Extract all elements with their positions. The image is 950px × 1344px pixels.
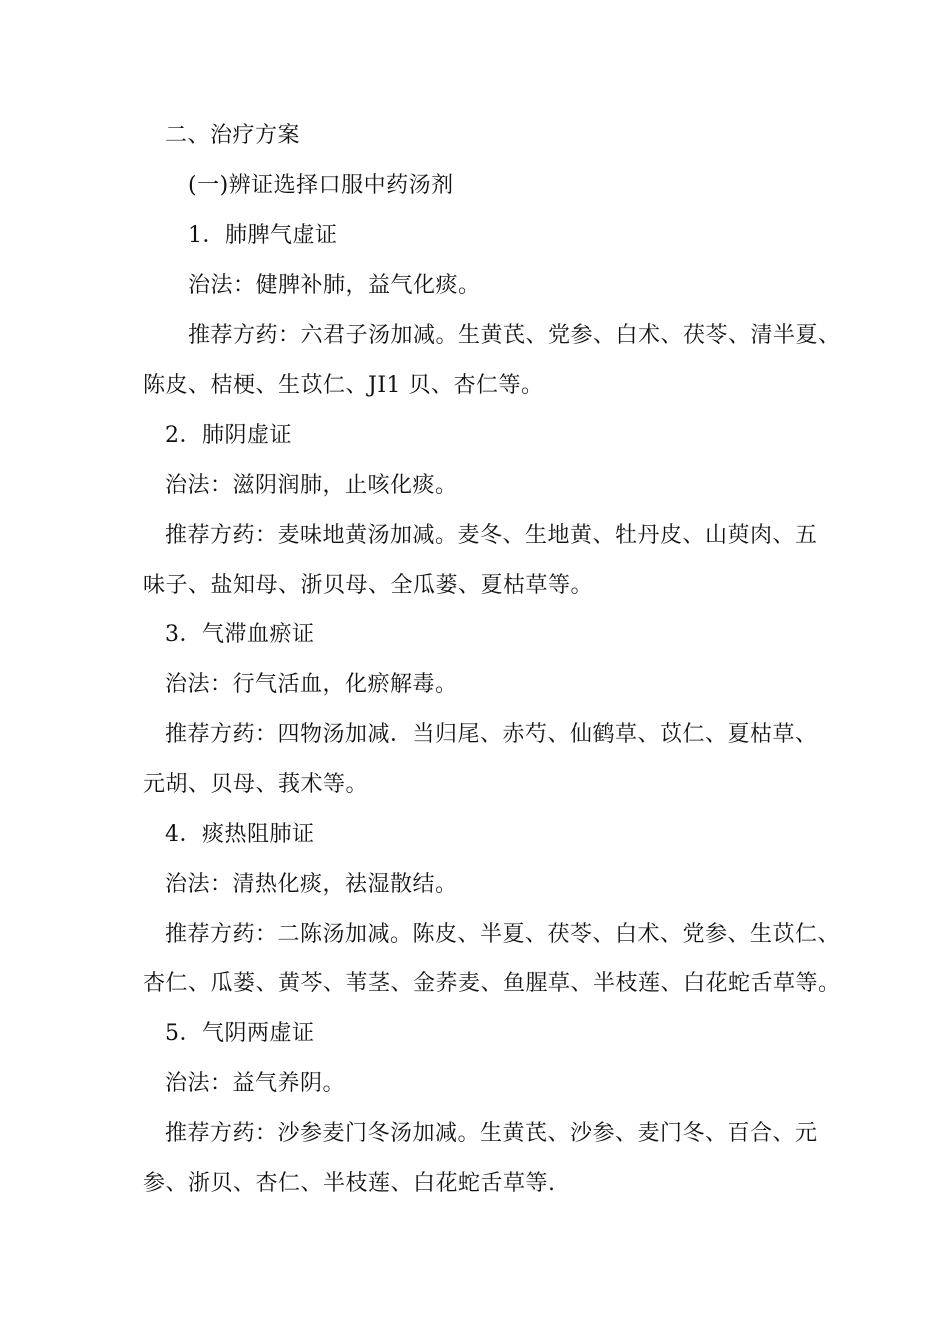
syndrome-treatment: 治法：滋阴润肺，止咳化痰。 (165, 473, 458, 498)
syndrome-heading: 3．气滞血瘀证 (165, 622, 315, 647)
syndrome-heading: 5．气阴两虚证 (165, 1021, 315, 1046)
syndrome-prescription-continued: 参、浙贝、杏仁、半枝莲、白花蛇舌草等. (143, 1171, 556, 1196)
syndrome-treatment: 治法：健脾补肺，益气化痰。 (188, 273, 481, 298)
section-title: 二、治疗方案 (165, 123, 301, 148)
syndrome-prescription: 推荐方药：麦味地黄汤加减。麦冬、生地黄、牡丹皮、山萸肉、五 (165, 523, 818, 548)
syndrome-heading: 4．痰热阻肺证 (165, 822, 315, 847)
syndrome-prescription-continued: 元胡、贝母、莪术等。 (143, 772, 369, 797)
syndrome-treatment: 治法：清热化痰，祛湿散结。 (165, 872, 458, 897)
syndrome-heading: 2．肺阴虚证 (165, 423, 292, 448)
syndrome-prescription-continued: 味子、盐知母、浙贝母、全瓜蒌、夏枯草等。 (143, 573, 594, 598)
syndrome-treatment: 治法：行气活血，化瘀解毒。 (165, 672, 458, 697)
syndrome-prescription-continued: 陈皮、桔梗、生苡仁、JI1 贝、杏仁等。 (143, 373, 544, 398)
syndrome-treatment: 治法：益气养阴。 (165, 1071, 346, 1096)
syndrome-heading: 1．肺脾气虚证 (188, 223, 338, 248)
syndrome-prescription: 推荐方药：沙参麦门冬汤加减。生黄芪、沙参、麦门冬、百合、元 (165, 1121, 818, 1146)
syndrome-prescription: 推荐方药：六君子汤加减。生黄芪、党参、白术、茯苓、清半夏、 (188, 323, 841, 348)
syndrome-prescription: 推荐方药：二陈汤加减。陈皮、半夏、茯苓、白术、党参、生苡仁、 (165, 922, 841, 947)
syndrome-prescription-continued: 杏仁、瓜蒌、黄芩、苇茎、金荞麦、鱼腥草、半枝莲、白花蛇舌草等。 (143, 971, 841, 996)
syndrome-prescription: 推荐方药：四物汤加减．当归尾、赤芍、仙鹤草、苡仁、夏枯草、 (165, 722, 818, 747)
subsection-title: (一)辨证选择口服中药汤剂 (188, 173, 454, 198)
